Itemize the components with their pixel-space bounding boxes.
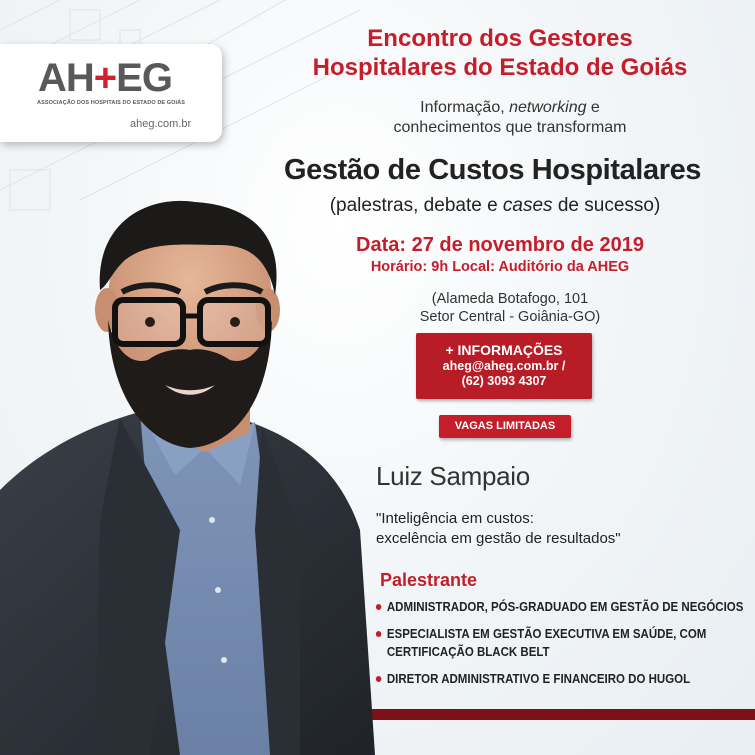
tagline <box>310 98 710 138</box>
speaker-name: Luiz Sampaio <box>376 461 530 491</box>
tagline-post: e <box>586 99 600 116</box>
footer-bar <box>355 709 755 720</box>
contact-email[interactable]: aheg@aheg.com.br / <box>442 359 566 373</box>
event-address <box>360 290 660 326</box>
more-info-contact <box>416 359 592 389</box>
topic-sub-emphasis: cases <box>502 195 553 216</box>
topic-sub-post: de sucesso) <box>552 195 661 216</box>
logo-text-eg: EG <box>116 56 172 100</box>
bio-item <box>374 625 755 661</box>
address-line1: (Alameda Botafogo, 101 <box>431 291 589 307</box>
speaker-role-heading: Palestrante <box>380 570 478 590</box>
logo-website[interactable]: aheg.com.br <box>130 118 192 130</box>
speaker-bio-list <box>374 598 754 697</box>
logo-text-ah: AH <box>38 56 94 100</box>
talk-title <box>376 509 621 549</box>
tagline-pre: Informação, <box>420 99 510 116</box>
contact-phone[interactable]: (62) 3093 4307 <box>461 374 547 388</box>
event-time-place: Horário: 9h Local: Auditório da AHEG <box>370 259 630 275</box>
event-title-line2: Hospitalares do Estado de Goiás <box>312 54 688 81</box>
tagline-line2: conhecimentos que transformam <box>393 119 627 136</box>
limited-seats-badge: VAGAS LIMITADAS <box>439 415 571 438</box>
speaker-photo <box>0 200 380 755</box>
address-line2: Setor Central - Goiânia-GO) <box>419 309 601 325</box>
talk-title-line1: "Inteligência em custos: <box>376 510 534 527</box>
event-title <box>280 24 720 82</box>
bio-item <box>374 670 755 688</box>
more-info-title: + INFORMAÇÕES <box>445 342 563 358</box>
logo-subtitle: ASSOCIAÇÃO DOS HOSPITAIS DO ESTADO DE GOIÁS <box>37 100 186 106</box>
logo-cross-icon: + <box>93 56 117 100</box>
talk-title-line2: excelência em gestão de resultados" <box>376 530 621 547</box>
bio-item-text: DIRETOR ADMINISTRATIVO E FINANCEIRO DO HUGOL <box>386 672 691 686</box>
tagline-emphasis: networking <box>509 99 587 116</box>
bio-item <box>374 598 755 616</box>
bio-item-text: ADMINISTRADOR, PÓS-GRADUADO EM GESTÃO DE NEGÓCIOS <box>386 600 744 614</box>
topic-title: Gestão de Custos Hospitalares <box>283 154 702 186</box>
more-info-box[interactable] <box>416 333 592 399</box>
event-title-line1: Encontro dos Gestores <box>367 25 633 52</box>
bio-item-text: ESPECIALISTA EM GESTÃO EXECUTIVA EM SAÚDE, COM CERTIFICAÇÃO BLACK BELT <box>386 627 707 659</box>
event-date: Data: 27 de novembro de 2019 <box>356 234 644 256</box>
aheg-logo[interactable] <box>38 56 172 101</box>
topic-sub-pre: (palestras, debate e <box>329 195 503 216</box>
tagline-line1 <box>310 98 710 118</box>
